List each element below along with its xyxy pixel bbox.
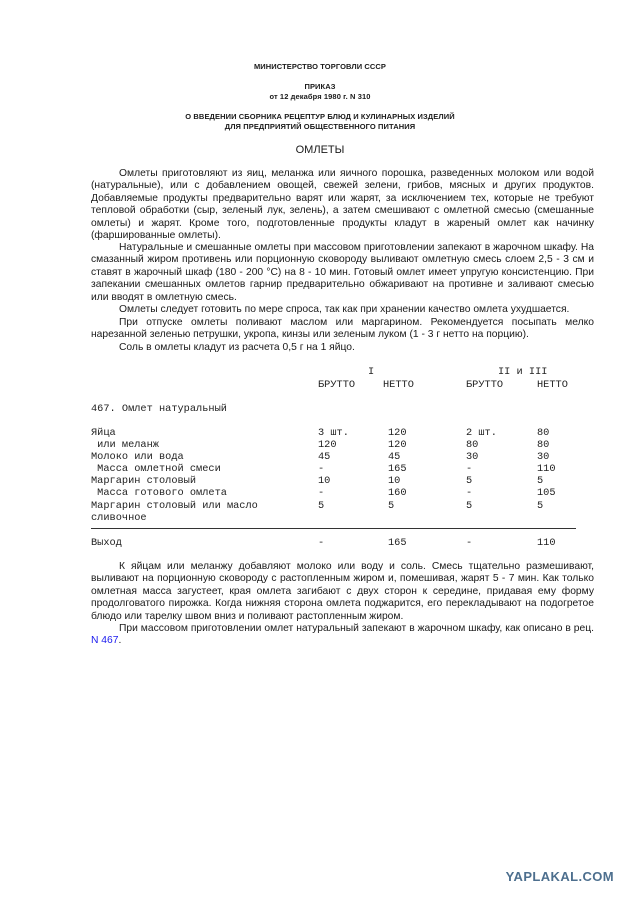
ministry-name: МИНИСТЕРСТВО ТОРГОВЛИ СССР: [253, 62, 387, 71]
ingredient-name: сливочное: [91, 512, 147, 524]
method-paragraph: К яйцам или меланжу добавляют молоко или воду и соль. Смесь тщательно размешивают, выливают на порционную сковороду с растопленным жиром и, помешивая, жарят 5 - 7 мин. Как только омлетная масса загустеет, края омлета загибают с двух сторон к середине, придавая ему форму продолговатого пирожка. Когда нижняя сторона омлета поджарится, его перекладывают на подогретое блюдо или тарелку швом вниз и поливают растопленным жиром.: [91, 561, 594, 622]
ingredient-netto-1: 10: [388, 475, 401, 487]
order-title: ПРИКАЗ: [304, 82, 336, 91]
order-subject-line-1: О ВВЕДЕНИИ СБОРНИКА РЕЦЕПТУР БЛЮД И КУЛИНАРНЫХ ИЗДЕЛИЙ: [185, 112, 455, 121]
intro-paragraph-5: Соль в омлеты кладут из расчета 0,5 г на 1 яйцо.: [119, 342, 355, 353]
order-subject-line-2: ДЛЯ ПРЕДПРИЯТИЙ ОБЩЕСТВЕННОГО ПИТАНИЯ: [224, 122, 416, 131]
ingredient-brutto-1: 10: [318, 475, 331, 487]
ingredient-brutto-1: 5: [318, 500, 325, 512]
ingredient-netto-2: 80: [537, 427, 550, 439]
output-label: Выход: [91, 537, 122, 549]
intro-paragraph-3: Омлеты следует готовить по мере спроса, так как при хранении качество омлета ухудшается.: [119, 304, 570, 315]
ingredient-name: Маргарин столовый: [91, 475, 197, 487]
ingredient-netto-2: 5: [537, 500, 544, 512]
ingredient-brutto-1: -: [318, 487, 325, 499]
ingredient-netto-2: 110: [537, 463, 556, 475]
ingredient-brutto-2: 5: [466, 500, 473, 512]
col-brutto-1: БРУТТО: [318, 379, 356, 391]
ingredient-netto-2: 105: [537, 487, 556, 499]
ingredient-netto-2: 5: [537, 475, 544, 487]
intro-paragraph-2: Натуральные и смешанные омлеты при массовом приготовлении запекают в жарочном шкафу. На смазанный жиром противень или порционную сковороду выливают омлетную смесь слоем 2,5 - 3 см и ставят в жарочный шкаф (180 - 200 °С) на 8 - 10 мин. Готовый омлет имеет упругую консистенцию. При запекании смешанных омлетов гарнир предварительно обжаривают на противне и заливают смесью или вводят в омлетную смесь.: [91, 242, 594, 303]
ingredient-netto-2: 80: [537, 439, 550, 451]
table-divider: [91, 528, 576, 529]
watermark: YAPLAKAL.COM: [505, 869, 614, 884]
ingredient-brutto-1: 3 шт.: [318, 427, 349, 439]
ingredient-netto-1: 120: [388, 439, 407, 451]
final-paragraph-text: При массовом приготовлении омлет натуральный запекают в жарочном шкафу, как описано в рец.: [119, 623, 594, 634]
output-brutto-1: -: [318, 537, 325, 549]
ingredient-brutto-1: 45: [318, 451, 331, 463]
group-1-header: I: [368, 366, 375, 378]
ingredient-name: или меланж: [91, 439, 159, 451]
ingredient-netto-1: 5: [388, 500, 395, 512]
intro-paragraph-1: Омлеты приготовляют из яиц, меланжа или яичного порошка, разведенных молоком или водой (натуральные), или с добавлением овощей, свежей зелени, грибов, мясных и других продуктов. Добавляемые продукты предварительно варят или жарят, за исключением тех, которые не требуют тепловой обработки (сыр, зеленый лук, зелень), а затем смешивают с омлетной смесью (смешанные омлеты) и жарят. Кроме того, подготовленные продукты кладут в жареный омлет как начинку (фаршированные омлеты).: [91, 168, 594, 242]
col-netto-1: НЕТТО: [383, 379, 414, 391]
output-netto-2: 110: [537, 537, 556, 549]
ingredient-netto-1: 45: [388, 451, 401, 463]
group-2-header: II и III: [498, 366, 548, 378]
col-netto-2: НЕТТО: [537, 379, 568, 391]
ingredient-name: Маргарин столовый или масло: [91, 500, 258, 512]
ingredient-brutto-2: 2 шт.: [466, 427, 497, 439]
final-paragraph: [91, 623, 594, 648]
ingredient-netto-2: 30: [537, 451, 550, 463]
ingredient-brutto-2: 30: [466, 451, 479, 463]
ingredient-brutto-2: -: [466, 487, 473, 499]
output-netto-1: 165: [388, 537, 407, 549]
ingredient-name: Молоко или вода: [91, 451, 184, 463]
ingredient-netto-1: 120: [388, 427, 407, 439]
ingredient-name: Масса омлетной смеси: [91, 463, 221, 475]
col-brutto-2: БРУТТО: [466, 379, 504, 391]
output-brutto-2: -: [466, 537, 473, 549]
ingredient-brutto-2: 5: [466, 475, 473, 487]
ingredient-brutto-1: -: [318, 463, 325, 475]
ingredient-netto-1: 165: [388, 463, 407, 475]
order-date: от 12 декабря 1980 г. N 310: [269, 92, 371, 101]
ingredient-netto-1: 160: [388, 487, 407, 499]
recipe-467-link[interactable]: N 467: [91, 635, 119, 647]
ingredient-name: Масса готового омлета: [91, 487, 227, 499]
ingredient-brutto-2: 80: [466, 439, 479, 451]
recipe-title: 467. Омлет натуральный: [91, 403, 227, 415]
section-title: ОМЛЕТЫ: [295, 144, 345, 156]
intro-paragraph-4: При отпуске омлеты поливают маслом или маргарином. Рекомендуется посыпать мелко нарезанной зеленью петрушки, укропа, кинзы или зеленым луком (1 - 3 г нетто на порцию).: [91, 317, 594, 341]
ingredient-brutto-1: 120: [318, 439, 337, 451]
final-paragraph-end: .: [118, 635, 122, 647]
ingredient-name: Яйца: [91, 427, 116, 439]
ingredient-brutto-2: -: [466, 463, 473, 475]
